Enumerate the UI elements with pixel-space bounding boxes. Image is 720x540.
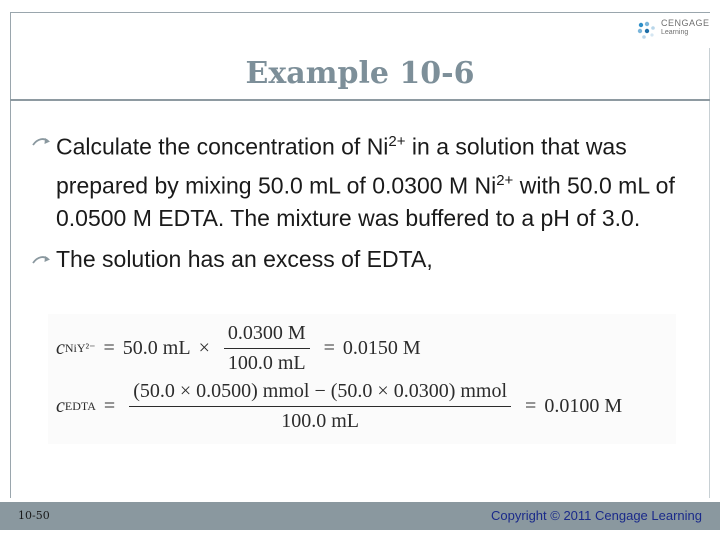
bullet-list bbox=[30, 125, 690, 276]
bullet-1-text-c: with 50.0 mL of 0.0500 M EDTA. The mixture was buffered to a pH of 3.0. bbox=[56, 172, 675, 232]
logo-line-1: CENGAGE bbox=[661, 18, 710, 28]
page-number: 10-50 bbox=[18, 509, 50, 522]
bullet-item-1 bbox=[30, 125, 690, 235]
bullet-1-text-b: in a solution that was prepared by mixing 50.0 mL of 0.0300 M Ni bbox=[56, 133, 627, 199]
bullet-1-superscript-a: 2+ bbox=[388, 133, 406, 150]
bullet-1-superscript-b: 2+ bbox=[496, 171, 514, 189]
cengage-logo bbox=[628, 14, 708, 48]
eq1-numerator: 0.0300 M bbox=[224, 322, 310, 349]
eq1-variable: c bbox=[56, 337, 65, 359]
equation-edta bbox=[56, 380, 622, 433]
arrow-swoosh-icon bbox=[32, 136, 52, 148]
eq1-result: 0.0150 M bbox=[342, 337, 421, 359]
bullet-2-text: The solution has an excess of EDTA, bbox=[56, 246, 433, 273]
eq1-denominator: 100.0 mL bbox=[227, 352, 306, 374]
slide-frame-top bbox=[10, 12, 710, 13]
eq1-times: × bbox=[198, 337, 210, 359]
arrow-swoosh-icon bbox=[32, 254, 52, 266]
logo-text bbox=[661, 19, 710, 36]
eq2-variable: c bbox=[56, 395, 65, 417]
eq2-equals-result: = bbox=[525, 395, 537, 417]
eq2-result: 0.0100 M bbox=[544, 395, 623, 417]
eq2-subscript: EDTA bbox=[64, 399, 96, 413]
eq1-volume: 50.0 mL bbox=[122, 337, 191, 359]
logo-line-2: Learning bbox=[661, 29, 689, 36]
title-divider bbox=[10, 99, 710, 101]
cengage-logo-icon bbox=[636, 20, 658, 42]
slide-frame-right bbox=[709, 48, 710, 498]
eq2-numerator: (50.0 × 0.0500) mmol − (50.0 × 0.0300) mmol bbox=[129, 380, 511, 407]
bullet-item-2 bbox=[30, 243, 690, 276]
eq2-denominator: 100.0 mL bbox=[281, 410, 359, 432]
footer-bar bbox=[0, 502, 720, 530]
eq1-equals-result: = bbox=[323, 337, 335, 359]
slide-title: Example 10-6 bbox=[245, 56, 475, 91]
equation-nty bbox=[56, 322, 421, 375]
copyright-text: Copyright © 2011 Cengage Learning bbox=[491, 508, 702, 523]
eq1-fraction bbox=[224, 322, 310, 375]
eq1-equals: = bbox=[103, 337, 115, 359]
eq2-equals: = bbox=[103, 395, 116, 417]
bullet-1-text-a: Calculate the concentration of Ni bbox=[56, 133, 389, 160]
equation-block bbox=[48, 314, 676, 444]
eq2-fraction bbox=[129, 380, 511, 433]
eq1-subscript: NiY²⁻ bbox=[64, 341, 96, 355]
